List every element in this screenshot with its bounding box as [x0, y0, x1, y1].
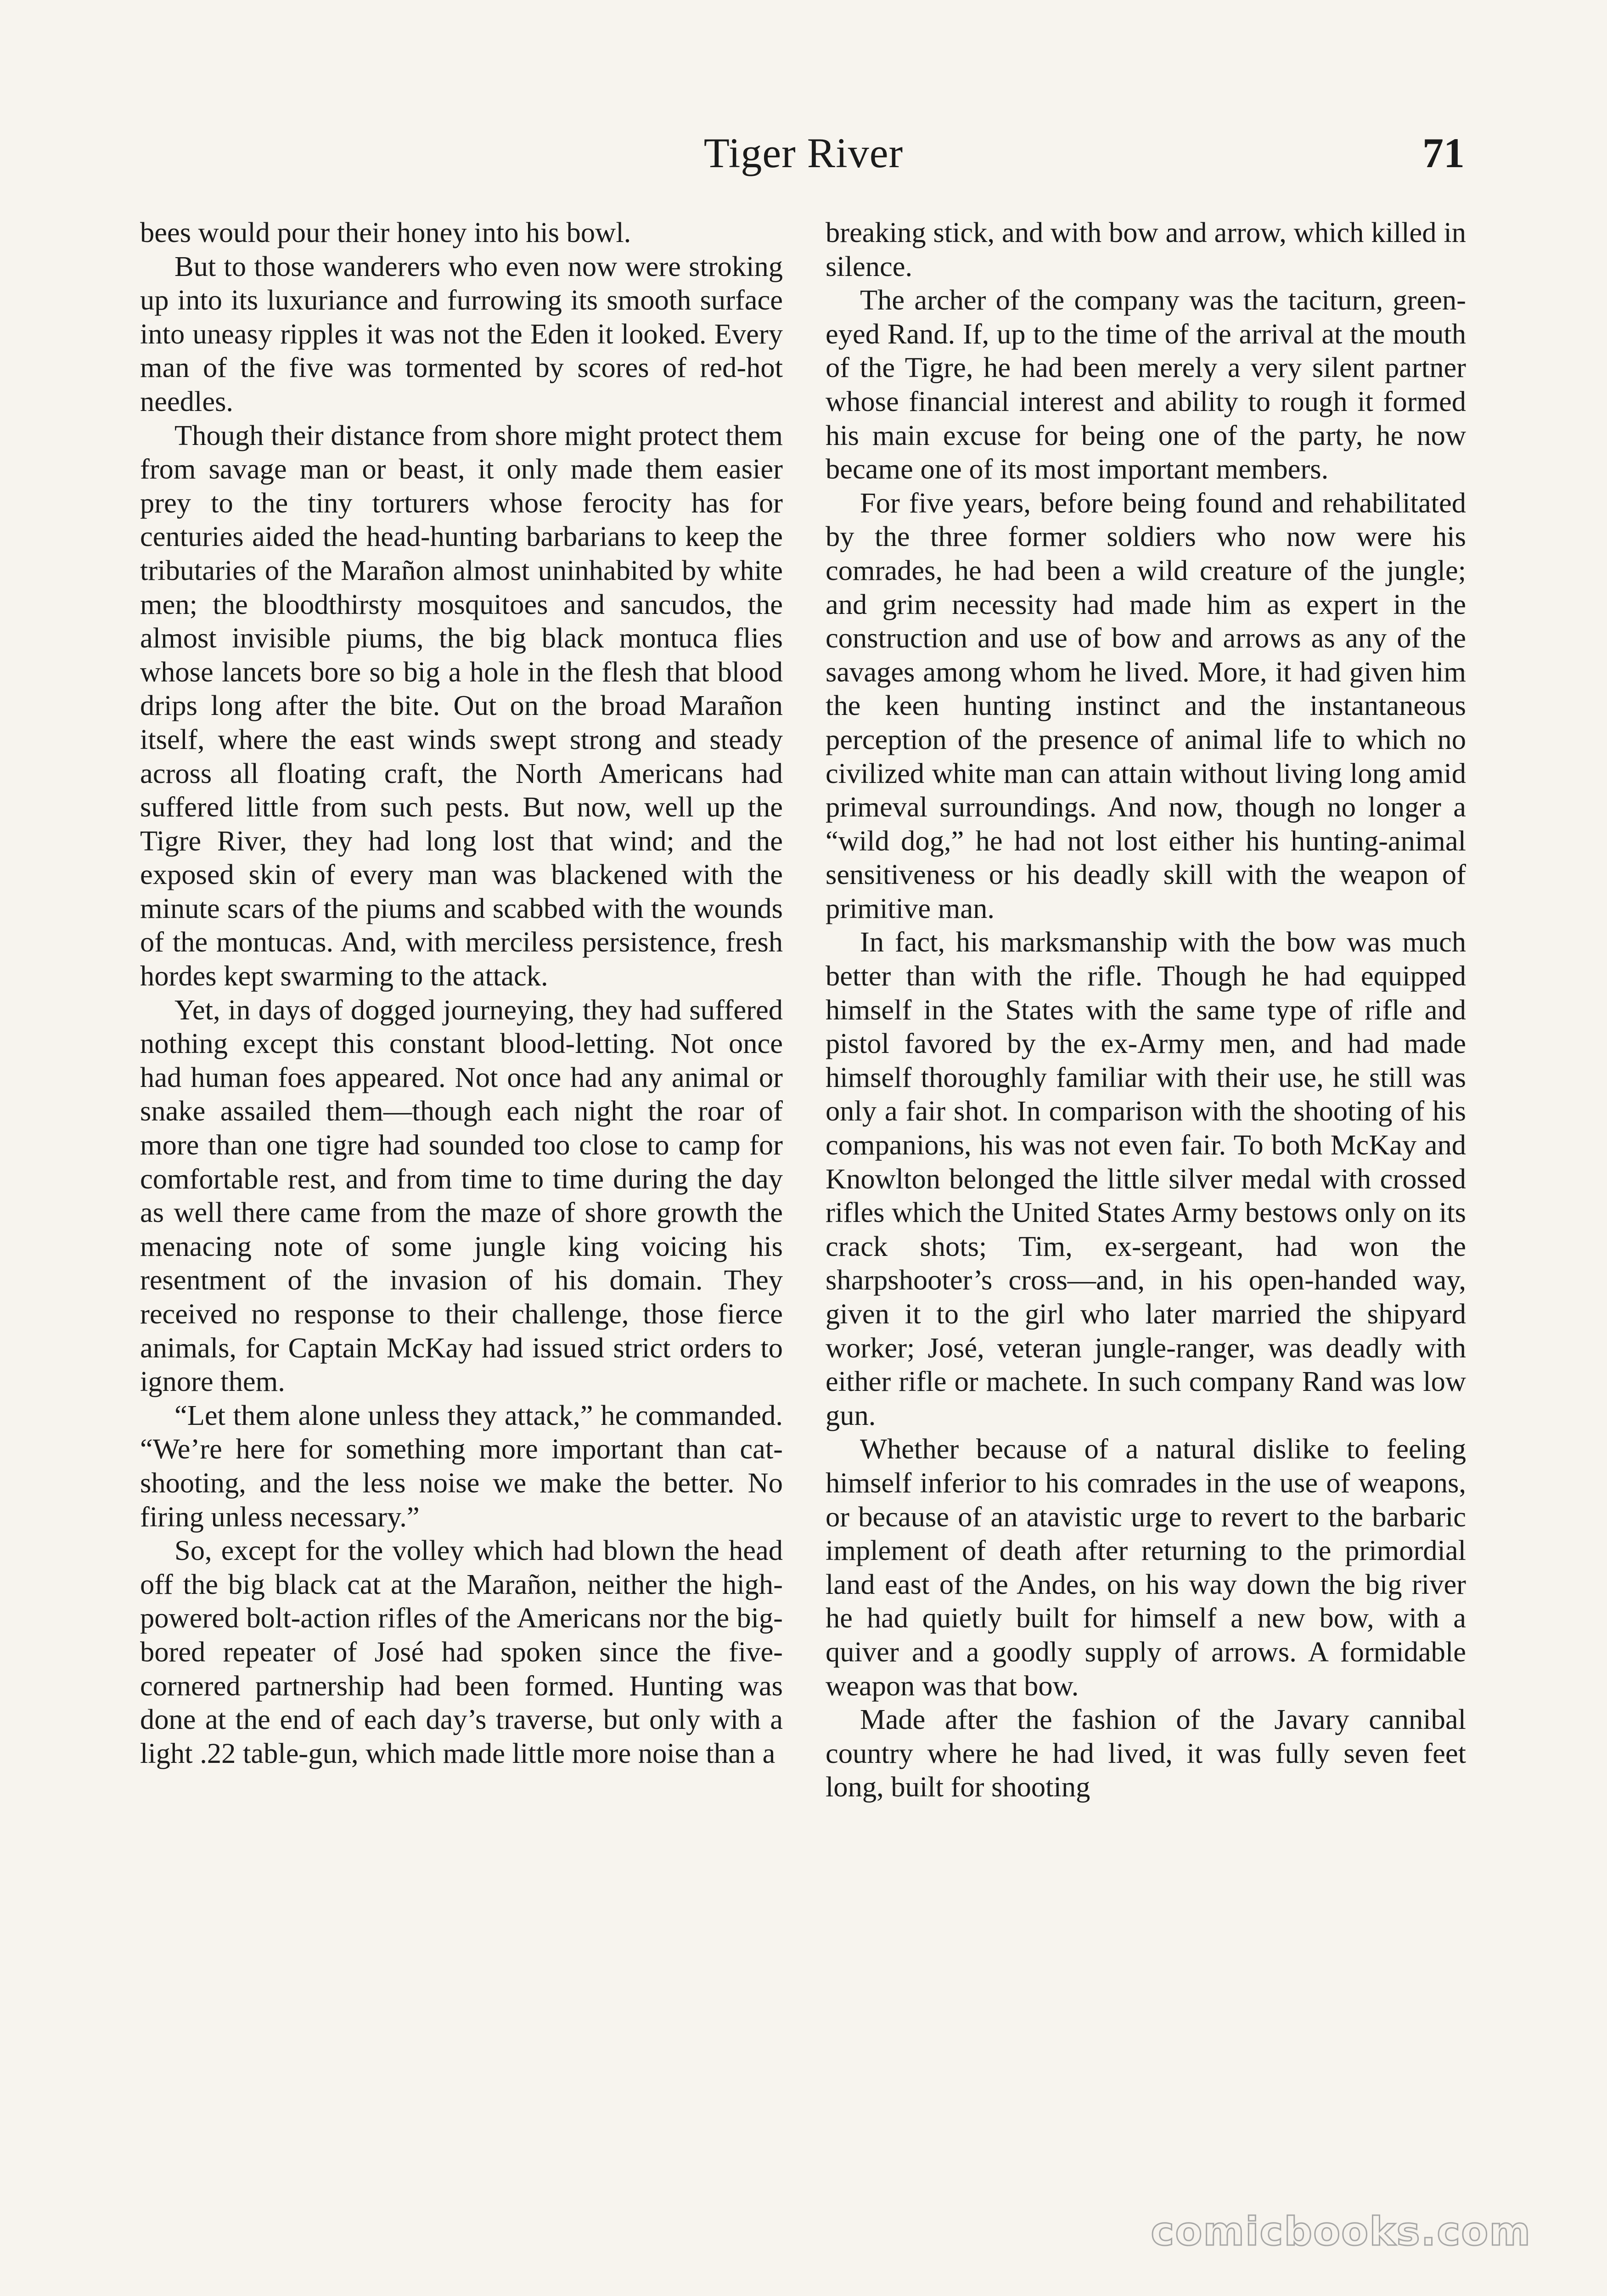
paragraph: For five years, before being found and rehabilitated by the three former soldiers who now were his comrades, he had been a wild creature of the jungle; and grim necessity had made him as expert in the construction and use of bow and arrows as any of the savages among whom he lived. More, it had given him the keen hunting instinct and the instantaneous perception of the presence of animal life to which no civilized white man can attain without living long amid primeval surroundings. And now, though no longer a “wild dog,” he had not lost either his hunting-animal sensitiveness or his deadly skill with the weapon of primitive man. — [826, 486, 1466, 924]
paragraph: breaking stick, and with bow and arrow, which killed in silence. — [826, 216, 1466, 282]
watermark: comicbooks.com — [1151, 2209, 1531, 2255]
left-column — [140, 216, 783, 1770]
page-number: 71 — [1422, 129, 1465, 176]
paragraph: Whether because of a natural dislike to feeling himself inferior to his comrades in the use of weapons, or because of an atavistic urge to revert to the barbaric implement of death after returning to the primordial land east of the Andes, on his way down the big river he had quietly built for himself a new bow, with a quiver and a goodly supply of arrows. A formidable weapon was that bow. — [826, 1433, 1466, 1702]
paragraph: Though their distance from shore might protect them from savage man or beast, it only made them easier prey to the tiny torturers whose ferocity has for centuries aided the head-hunting barbarians to keep the tributaries of the Marañon almost uninhabited by white men; the bloodthirsty mosquitoes and sancudos, the almost invisible piums, the big black montuca flies whose lancets bore so big a hole in the flesh that blood drips long after the bite. Out on the broad Marañon itself, where the east winds swept strong and steady across all floating craft, the North Americans had suffered little from such pests. But now, well up the Tigre River, they had long lost that wind; and the exposed skin of every man was blackened with the minute scars of the piums and scabbed with the wounds of the montucas. And, with merciless persistence, fresh hordes kept swarming to the attack. — [140, 419, 783, 992]
paragraph: Made after the fashion of the Javary cannibal country where he had lived, it was fully seven feet long, built for shooting — [826, 1703, 1466, 1803]
paragraph: So, except for the volley which had blown the head off the big black cat at the Marañon, neither the high-powered bolt-action rifles of the Americans nor the big-bored repeater of José had spoken since the five-cornered partnership had been formed. Hunting was done at the end of each day’s traverse, but only with a light .22 table-gun, which made little more noise than a — [140, 1534, 783, 1769]
page-title: Tiger River — [703, 129, 904, 176]
paragraph: “Let them alone unless they attack,” he commanded. “We’re here for something more important than cat-shooting, and the less noise we make the better. No firing unless necessary.” — [140, 1399, 783, 1533]
paragraph: bees would pour their honey into his bowl. — [140, 216, 631, 248]
paragraph: Yet, in days of dogged journeying, they had suffered nothing except this constant blood-letting. Not once had human foes appeared. Not once had any animal or snake assailed them—though each night the roar of more than one tigre had sounded too close to camp for comfortable rest, and from time to time during the day as well there came from the maze of shore growth the menacing note of some jungle king voicing his resentment of the invasion of his domain. They received no response to their challenge, those fierce animals, for Captain McKay had issued strict orders to ignore them. — [140, 993, 783, 1398]
right-column — [826, 216, 1466, 1804]
paragraph: The archer of the company was the taciturn, green-eyed Rand. If, up to the time of the arrival at the mouth of the Tigre, he had been merely a very silent partner whose financial interest and ability to rough it formed his main excuse for being one of the party, he now became one of its most important members. — [826, 284, 1466, 485]
paragraph: But to those wanderers who even now were stroking up into its luxuriance and furrowing its smooth surface into uneasy ripples it was not the Eden it looked. Every man of the five was tormented by scores of red-hot needles. — [140, 250, 783, 417]
paragraph: In fact, his marksmanship with the bow was much better than with the rifle. Though he had equipped himself in the States with the same type of rifle and pistol favored by the ex-Army men, and had made himself thoroughly familiar with their use, he still was only a fair shot. In comparison with the shooting of his companions, his was not even fair. To both McKay and Knowlton belonged the little silver medal with crossed rifles which the United States Army bestows only on its crack shots; Tim, ex-sergeant, had won the sharpshooter’s cross—and, in his open-handed way, given it to the girl who later married the shipyard worker; José, veteran jungle-ranger, was deadly with either rifle or machete. In such company Rand was low gun. — [826, 926, 1466, 1431]
